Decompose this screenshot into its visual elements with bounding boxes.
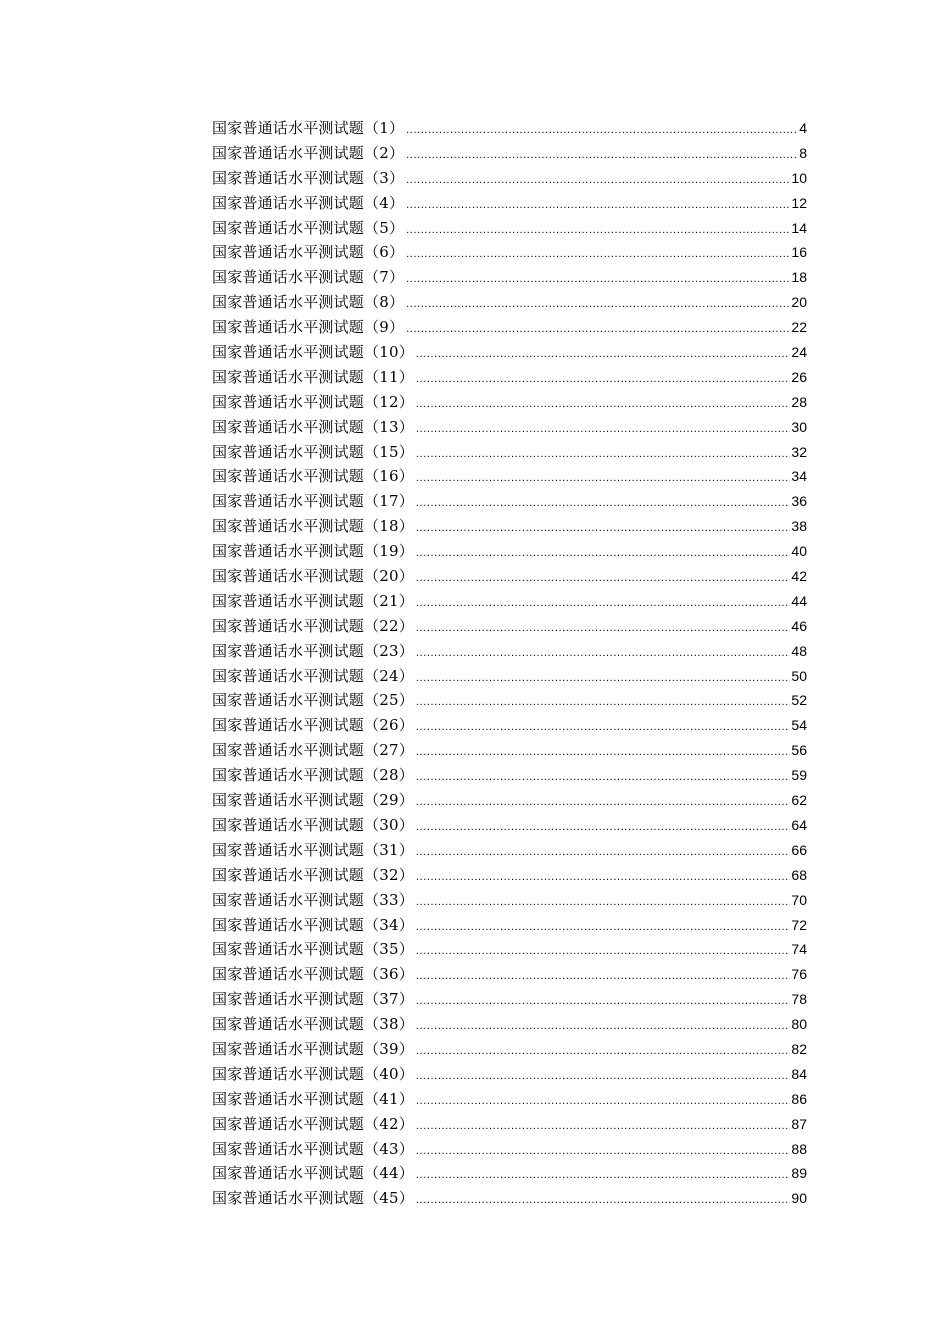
toc-entry-page-number[interactable]: 8	[799, 144, 807, 161]
dot-leader	[416, 964, 791, 989]
toc-entry[interactable]	[212, 1012, 807, 1037]
toc-entry-page-number[interactable]: 62	[791, 792, 807, 809]
toc-entry-page-number[interactable]: 78	[791, 991, 807, 1008]
toc-entry-title[interactable]: 国家普通话水平测试题（16）	[212, 467, 414, 486]
toc-entry-page-number[interactable]: 68	[791, 866, 807, 883]
toc-entry[interactable]	[212, 1137, 807, 1162]
toc-entry-page-number[interactable]: 26	[791, 368, 807, 385]
toc-entry-title[interactable]: 国家普通话水平测试题（39）	[212, 1039, 414, 1058]
dot-leader	[416, 442, 791, 467]
toc-entry-title[interactable]: 国家普通话水平测试题（11）	[212, 367, 414, 386]
toc-entry-page-number[interactable]: 28	[791, 393, 807, 410]
dot-leader	[416, 1014, 791, 1039]
toc-entry[interactable]	[212, 664, 807, 689]
dot-leader	[406, 143, 798, 168]
toc-entry-page-number[interactable]: 87	[791, 1115, 807, 1132]
toc-entry-page-number[interactable]: 88	[791, 1140, 807, 1157]
dot-leader	[416, 890, 791, 915]
dot-leader	[416, 1139, 791, 1164]
toc-entry-page-number[interactable]: 38	[791, 518, 807, 535]
toc-entry[interactable]	[212, 514, 807, 539]
toc-entry-title[interactable]: 国家普通话水平测试题（2）	[212, 143, 405, 162]
dot-leader	[416, 417, 791, 442]
toc-entry[interactable]	[212, 1087, 807, 1112]
toc-entry[interactable]	[212, 1161, 807, 1186]
toc-entry-page-number[interactable]: 24	[791, 344, 807, 361]
toc-entry-title[interactable]: 国家普通话水平测试题（43）	[212, 1139, 414, 1158]
toc-entry-title[interactable]: 国家普通话水平测试题（15）	[212, 442, 414, 461]
dot-leader	[406, 292, 790, 317]
toc-entry-page-number[interactable]: 48	[791, 642, 807, 659]
toc-entry[interactable]	[212, 191, 807, 216]
dot-leader	[416, 566, 791, 591]
toc-entry-title[interactable]: 国家普通话水平测试题（33）	[212, 890, 414, 909]
dot-leader	[416, 815, 791, 840]
toc-entry-page-number[interactable]: 70	[791, 891, 807, 908]
dot-leader	[406, 118, 798, 143]
dot-leader	[416, 715, 791, 740]
toc-entry[interactable]	[212, 415, 807, 440]
dot-leader	[416, 1064, 791, 1089]
toc-entry-page-number[interactable]: 82	[791, 1040, 807, 1057]
toc-entry-title[interactable]: 国家普通话水平测试题（10）	[212, 343, 414, 362]
toc-entry-page-number[interactable]: 84	[791, 1065, 807, 1082]
toc-entry-title[interactable]: 国家普通话水平测试题（27）	[212, 741, 414, 760]
dot-leader	[406, 267, 790, 292]
toc-entry-page-number[interactable]: 74	[791, 941, 807, 958]
toc-entry[interactable]	[212, 1186, 807, 1211]
toc-entry[interactable]	[212, 265, 807, 290]
toc-entry[interactable]	[212, 763, 807, 788]
toc-entry-title[interactable]: 国家普通话水平测试题（9）	[212, 318, 405, 337]
toc-entry-title[interactable]: 国家普通话水平测试题（42）	[212, 1114, 414, 1133]
dot-leader	[416, 939, 791, 964]
toc-entry-title[interactable]: 国家普通话水平测试题（12）	[212, 392, 414, 411]
dot-leader	[416, 367, 791, 392]
toc-entry[interactable]	[212, 688, 807, 713]
toc-entry-page-number[interactable]: 86	[791, 1090, 807, 1107]
dot-leader	[416, 516, 791, 541]
dot-leader	[416, 989, 791, 1014]
toc-entry-title[interactable]: 国家普通话水平测试题（34）	[212, 915, 414, 934]
dot-leader	[406, 218, 790, 243]
toc-entry[interactable]	[212, 1112, 807, 1137]
toc-entry[interactable]	[212, 937, 807, 962]
toc-entry-page-number[interactable]: 30	[791, 418, 807, 435]
toc-entry-title[interactable]: 国家普通话水平测试题（20）	[212, 567, 414, 586]
dot-leader	[416, 342, 791, 367]
toc-entry[interactable]	[212, 913, 807, 938]
toc-entry[interactable]	[212, 240, 807, 265]
dot-leader	[416, 392, 791, 417]
dot-leader	[406, 168, 790, 193]
toc-entry-title[interactable]: 国家普通话水平测试题（45）	[212, 1189, 414, 1208]
toc-entry[interactable]	[212, 166, 807, 191]
toc-entry-page-number[interactable]: 32	[791, 443, 807, 460]
toc-entry-title[interactable]: 国家普通话水平测试题（4）	[212, 193, 405, 212]
toc-entry-title[interactable]: 国家普通话水平测试题（19）	[212, 542, 414, 561]
dot-leader	[416, 690, 791, 715]
toc-entry-page-number[interactable]: 12	[791, 194, 807, 211]
toc-entry-page-number[interactable]: 50	[791, 667, 807, 684]
toc-entry-title[interactable]: 国家普通话水平测试题（17）	[212, 492, 414, 511]
toc-entry-title[interactable]: 国家普通话水平测试题（1）	[212, 119, 405, 137]
toc-entry-title[interactable]: 国家普通话水平测试题（26）	[212, 716, 414, 735]
toc-entry-title[interactable]: 国家普通话水平测试题（25）	[212, 691, 414, 710]
toc-entry[interactable]	[212, 216, 807, 241]
toc-entry-title[interactable]: 国家普通话水平测试题（29）	[212, 791, 414, 810]
dot-leader	[416, 1114, 791, 1139]
toc-entry-title[interactable]: 国家普通话水平测试题（32）	[212, 865, 414, 884]
toc-entry[interactable]	[212, 838, 807, 863]
dot-leader	[416, 616, 791, 641]
toc-entry-page-number[interactable]: 42	[791, 568, 807, 585]
toc-entry-title[interactable]: 国家普通话水平测试题（8）	[212, 293, 405, 312]
dot-leader	[416, 765, 791, 790]
toc-entry-page-number[interactable]: 34	[791, 468, 807, 485]
toc-entry[interactable]	[212, 564, 807, 589]
toc-entry[interactable]	[212, 290, 807, 315]
toc-entry-title[interactable]: 国家普通话水平测试题（44）	[212, 1164, 414, 1183]
toc-entry-title[interactable]: 国家普通话水平测试题（22）	[212, 616, 414, 635]
toc-entry[interactable]	[212, 813, 807, 838]
toc-entry-page-number[interactable]: 36	[791, 493, 807, 510]
dot-leader	[416, 491, 791, 516]
toc-entry[interactable]	[212, 1037, 807, 1062]
dot-leader	[416, 1089, 791, 1114]
toc-entry-page-number[interactable]: 14	[791, 219, 807, 236]
dot-leader	[406, 193, 790, 218]
table-of-contents	[212, 116, 807, 1211]
toc-entry[interactable]	[212, 639, 807, 664]
toc-entry-page-number[interactable]: 76	[791, 966, 807, 983]
toc-entry-title[interactable]: 国家普通话水平测试题（18）	[212, 517, 414, 536]
toc-entry[interactable]	[212, 863, 807, 888]
dot-leader	[416, 591, 791, 616]
toc-entry-title[interactable]: 国家普通话水平测试题（31）	[212, 840, 414, 859]
toc-entry-page-number[interactable]: 72	[791, 916, 807, 933]
toc-entry-page-number[interactable]: 54	[791, 717, 807, 734]
toc-entry[interactable]	[212, 888, 807, 913]
dot-leader	[406, 242, 790, 267]
toc-entry[interactable]	[212, 788, 807, 813]
dot-leader	[416, 1039, 791, 1064]
toc-entry-page-number[interactable]: 18	[791, 269, 807, 286]
toc-entry-title[interactable]: 国家普通话水平测试题（24）	[212, 666, 414, 685]
toc-entry-page-number[interactable]: 52	[791, 692, 807, 709]
dot-leader	[416, 1188, 791, 1213]
toc-entry-title[interactable]: 国家普通话水平测试题（38）	[212, 1015, 414, 1034]
toc-entry-title[interactable]: 国家普通话水平测试题（21）	[212, 591, 414, 610]
dot-leader	[416, 790, 791, 815]
toc-entry[interactable]	[212, 962, 807, 987]
toc-entry[interactable]	[212, 489, 807, 514]
toc-entry-page-number[interactable]: 56	[791, 742, 807, 759]
toc-entry-title[interactable]: 国家普通话水平测试题（13）	[212, 417, 414, 436]
toc-entry[interactable]	[212, 738, 807, 763]
toc-entry-title[interactable]: 国家普通话水平测试题（40）	[212, 1064, 414, 1083]
toc-entry[interactable]	[212, 116, 807, 141]
toc-entry-page-number[interactable]: 80	[791, 1016, 807, 1033]
dot-leader	[416, 666, 791, 691]
toc-entry[interactable]	[212, 315, 807, 340]
toc-entry[interactable]	[212, 589, 807, 614]
dot-leader	[416, 915, 791, 940]
dot-leader	[416, 1163, 791, 1188]
toc-entry-title[interactable]: 国家普通话水平测试题（28）	[212, 766, 414, 785]
toc-entry-title[interactable]: 国家普通话水平测试题（23）	[212, 641, 414, 660]
dot-leader	[406, 317, 790, 342]
toc-entry-title[interactable]: 国家普通话水平测试题（5）	[212, 218, 405, 237]
toc-entry-page-number[interactable]: 66	[791, 841, 807, 858]
toc-entry-title[interactable]: 国家普通话水平测试题（37）	[212, 990, 414, 1009]
toc-entry-page-number[interactable]: 10	[791, 169, 807, 186]
dot-leader	[416, 466, 791, 491]
toc-entry-title[interactable]: 国家普通话水平测试题（36）	[212, 965, 414, 984]
toc-entry-page-number[interactable]: 4	[799, 120, 807, 136]
toc-entry[interactable]	[212, 987, 807, 1012]
dot-leader	[416, 541, 791, 566]
toc-entry[interactable]	[212, 713, 807, 738]
toc-entry-title[interactable]: 国家普通话水平测试题（30）	[212, 815, 414, 834]
toc-entry-page-number[interactable]: 22	[791, 319, 807, 336]
toc-entry-page-number[interactable]: 59	[791, 767, 807, 784]
toc-entry-page-number[interactable]: 90	[791, 1190, 807, 1207]
toc-entry-page-number[interactable]: 16	[791, 244, 807, 261]
toc-entry-page-number[interactable]: 89	[791, 1165, 807, 1182]
dot-leader	[416, 740, 791, 765]
toc-entry-page-number[interactable]: 64	[791, 816, 807, 833]
toc-entry[interactable]	[212, 464, 807, 489]
toc-entry-title[interactable]: 国家普通话水平测试题（3）	[212, 168, 405, 187]
toc-entry[interactable]	[212, 539, 807, 564]
toc-entry[interactable]	[212, 440, 807, 465]
toc-entry[interactable]	[212, 141, 807, 166]
toc-entry-page-number[interactable]: 40	[791, 543, 807, 560]
toc-entry-title[interactable]: 国家普通话水平测试题（7）	[212, 268, 405, 287]
toc-entry-title[interactable]: 国家普通话水平测试题（6）	[212, 243, 405, 262]
toc-entry[interactable]	[212, 390, 807, 415]
toc-entry[interactable]	[212, 365, 807, 390]
toc-entry-title[interactable]: 国家普通话水平测试题（41）	[212, 1089, 414, 1108]
dot-leader	[416, 865, 791, 890]
dot-leader	[416, 840, 791, 865]
toc-entry-page-number[interactable]: 20	[791, 294, 807, 311]
toc-entry[interactable]	[212, 340, 807, 365]
dot-leader	[416, 641, 791, 666]
toc-entry-page-number[interactable]: 46	[791, 617, 807, 634]
toc-entry-page-number[interactable]: 44	[791, 592, 807, 609]
toc-entry[interactable]	[212, 614, 807, 639]
toc-entry[interactable]	[212, 1062, 807, 1087]
toc-entry-title[interactable]: 国家普通话水平测试题（35）	[212, 940, 414, 959]
